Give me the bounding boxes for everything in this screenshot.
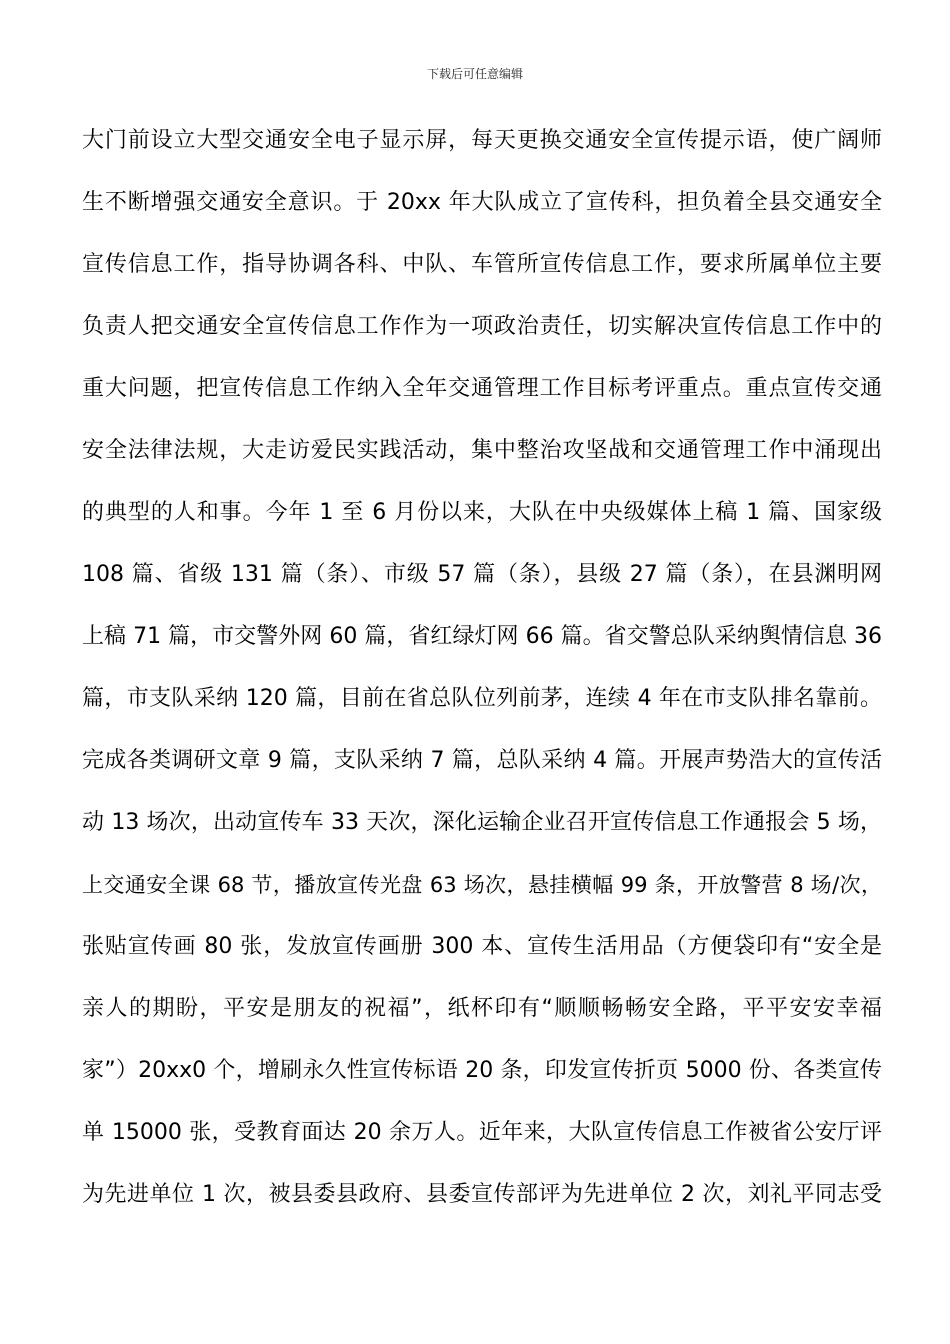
page-header: 下载后可任意编辑: [426, 67, 523, 81]
text-line: 亲人的期盼，平安是朋友的祝福”，纸杯印有“顺顺畅畅安全路，平平安安幸福: [82, 996, 882, 1021]
text-line: 动 13 场次，出动宣传车 33 天次，深化运输企业召开宣传信息工作通报会 5 场，: [82, 810, 882, 835]
text-line: 安全法律法规，大走访爱民实践活动，集中整治攻坚战和交通管理工作中涌现出: [82, 438, 882, 463]
document-body: [82, 110, 882, 1226]
text-line: 单 15000 张，受教育面达 20 余万人。近年来，大队宣传信息工作被省公安厅评: [82, 1120, 882, 1145]
text-line: 完成各类调研文章 9 篇，支队采纳 7 篇，总队采纳 4 篇。开展声势浩大的宣传活: [82, 748, 882, 773]
text-line: 生不断增强交通安全意识。于 20xx 年大队成立了宣传科，担负着全县交通安全: [82, 190, 882, 215]
text-line: 上交通安全课 68 节，播放宣传光盘 63 场次，悬挂横幅 99 条，开放警营 8 场/次，: [82, 873, 882, 897]
text-line: 上稿 71 篇，市交警外网 60 篇，省红绿灯网 66 篇。省交警总队采纳舆情信息 36: [82, 624, 882, 649]
text-line: 重大问题，把宣传信息工作纳入全年交通管理工作目标考评重点。重点宣传交通: [82, 376, 882, 401]
text-line: 张贴宣传画 80 张，发放宣传画册 300 本、宣传生活用品（方便袋印有“安全是: [82, 934, 882, 959]
text-line: 家”）20xx0 个，增刷永久性宣传标语 20 条，印发宣传折页 5000 份、各类宣传: [82, 1058, 882, 1083]
text-line: 为先进单位 1 次，被县委县政府、县委宣传部评为先进单位 2 次，刘礼平同志受: [82, 1182, 882, 1207]
text-line: 108 篇、省级 131 篇（条）、市级 57 篇（条），县级 27 篇（条），在县渊明网: [82, 562, 882, 587]
text-line: 负责人把交通安全宣传信息工作作为一项政治责任，切实解决宣传信息工作中的: [82, 314, 882, 339]
text-line: 宣传信息工作，指导协调各科、中队、车管所宣传信息工作，要求所属单位主要: [82, 252, 882, 277]
text-line: 大门前设立大型交通安全电子显示屏，每天更换交通安全宣传提示语，使广阔师: [82, 128, 882, 153]
text-line: 的典型的人和事。今年 1 至 6 月份以来，大队在中央级媒体上稿 1 篇、国家级: [82, 500, 882, 525]
text-line: 篇，市支队采纳 120 篇，目前在省总队位列前茅，连续 4 年在市支队排名靠前。: [82, 686, 882, 711]
